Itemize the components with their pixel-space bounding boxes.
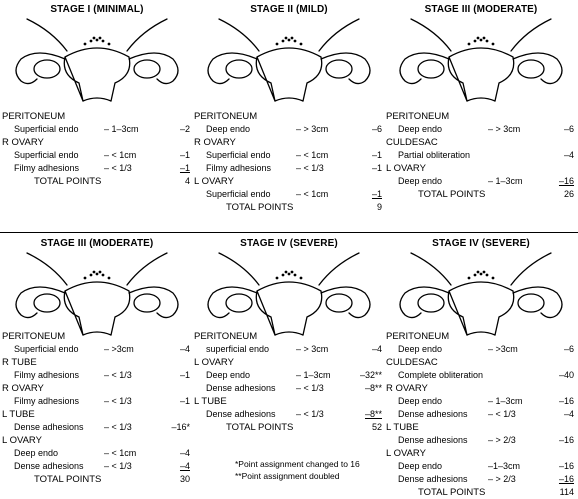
uterus [448,48,513,101]
finding-label: Complete obliteration [398,370,484,380]
finding-label: Deep endo [398,461,443,471]
total-points: 4 [184,176,190,186]
finding-extent: – > 2/3 [488,435,516,445]
site-heading: L TUBE [386,422,419,433]
site-heading: R OVARY [2,383,44,394]
pelvis-illustration [7,17,187,103]
finding-label: Dense adhesions [398,435,468,445]
finding-extent: – < 1cm [104,448,137,458]
right-ligament [511,253,551,285]
finding-extent: – < 1cm [296,189,329,199]
implant-dot [285,271,288,274]
left-fallopian-tube [400,53,449,84]
finding-points: –8** [364,383,382,393]
finding-points: –40 [558,370,574,380]
finding-label: Deep endo [14,448,59,458]
finding-points: –1 [179,370,190,380]
pelvis-illustration [199,251,379,337]
implant-dot [483,37,486,40]
implant-dot [96,273,99,276]
finding-label: Dense adhesions [398,409,468,419]
left-ligament [219,253,259,285]
finding-extent: – < 1/3 [104,422,132,432]
finding-extent: – >3cm [488,344,518,354]
right-ovary [326,60,352,78]
implant-dot [477,37,480,40]
total-points: 9 [376,202,382,212]
right-fallopian-tube [513,53,562,84]
panel-title: STAGE I (MINIMAL) [50,4,144,15]
finding-extent: – 1–3cm [488,396,523,406]
site-heading: PERITONEUM [2,331,66,342]
site-heading: R OVARY [194,137,236,148]
finding-row [194,188,384,201]
implant-dot [468,43,471,46]
implant-dot [99,271,102,274]
finding-points: –6 [371,124,382,134]
implant-dot [291,37,294,40]
implant-dot [93,37,96,40]
right-fallopian-tube [321,53,370,84]
finding-points: –8** [364,409,382,419]
finding-extent: – < 1/3 [488,409,516,419]
right-ovary [134,60,160,78]
finding-row [386,408,576,421]
site-heading: L OVARY [386,448,426,459]
finding-label: Superficial endo [206,150,271,160]
site-heading: PERITONEUM [386,331,450,342]
site-heading: L TUBE [194,396,227,407]
site-heading: L TUBE [2,409,35,420]
site-heading: PERITONEUM [2,111,66,122]
finding-points: –1 [371,189,382,199]
implant-dot [282,274,285,277]
panel-title: STAGE IV (SEVERE) [240,238,338,249]
right-ovary [518,60,544,78]
footnotes [235,458,360,482]
finding-row [2,421,192,434]
finding-extent: – < 1/3 [104,370,132,380]
uterus [64,282,129,335]
finding-points: –6 [563,344,574,354]
finding-label: Filmy adhesions [206,163,272,173]
site-heading: L OVARY [2,435,42,446]
finding-row [386,343,576,356]
right-ovary [134,294,160,312]
finding-row [2,460,192,473]
implant-dot [282,40,285,43]
right-fallopian-tube [321,287,370,318]
site-heading: CULDESAC [386,137,438,148]
implant-dot [108,277,111,280]
culdesac [467,98,495,101]
finding-label: Deep endo [398,344,443,354]
site-heading: PERITONEUM [194,111,258,122]
implant-dot [480,39,483,42]
site-heading: CULDESAC [386,357,438,368]
right-ovary [326,294,352,312]
finding-points: –4 [563,409,574,419]
total-row [2,473,192,486]
finding-label: Superficial endo [14,124,79,134]
finding-points: –1 [179,163,190,173]
finding-points: –32** [359,370,382,380]
finding-row [194,408,384,421]
finding-label: Superficial endo [14,150,79,160]
finding-points: –4 [179,344,190,354]
finding-points: –1 [179,150,190,160]
site-heading: R TUBE [2,357,37,368]
site-heading: R OVARY [386,383,428,394]
total-row [386,188,576,201]
site-heading: L OVARY [386,163,426,174]
implant-dot [294,40,297,43]
right-ligament [319,253,359,285]
row-divider [0,232,578,233]
implant-dot [480,273,483,276]
culdesac [83,98,111,101]
total-label: TOTAL POINTS [34,474,102,485]
implant-dot [492,277,495,280]
finding-label: Deep endo [398,124,443,134]
implant-dot [102,274,105,277]
implant-dot [492,43,495,46]
finding-extent: – < 1/3 [104,396,132,406]
implant-dot [300,277,303,280]
finding-extent: – 1–3cm [296,370,331,380]
total-points: 26 [563,189,574,199]
scoring-rows [2,330,192,486]
implant-dot [483,271,486,274]
finding-row [386,473,576,486]
right-ligament [319,19,359,51]
implant-dot [294,274,297,277]
implant-dot [90,40,93,43]
finding-extent: – 1–3cm [104,124,139,134]
finding-points: –16 [558,474,574,484]
finding-points: –16 [558,176,574,186]
total-label: TOTAL POINTS [418,487,486,498]
finding-label: Deep endo [398,176,443,186]
implant-dot [300,43,303,46]
finding-points: –1 [179,396,190,406]
implant-dot [486,40,489,43]
left-ligament [27,253,67,285]
finding-extent: – < 1/3 [104,163,132,173]
total-points: 30 [179,474,190,484]
implant-dot [84,43,87,46]
finding-extent: – < 1cm [104,150,137,160]
finding-label: superficial endo [206,344,270,354]
implant-dot [96,39,99,42]
scoring-rows [386,110,576,201]
finding-label: Superficial endo [206,189,271,199]
implant-dot [102,40,105,43]
finding-row [386,149,576,162]
finding-row [386,123,576,136]
finding-row [2,149,192,162]
finding-row [386,460,576,473]
left-fallopian-tube [400,287,449,318]
finding-row [194,123,384,136]
finding-points: –1 [371,150,382,160]
finding-extent: – >3cm [104,344,134,354]
site-heading: R OVARY [2,137,44,148]
finding-row [194,343,384,356]
implant-dot [474,274,477,277]
scoring-rows [194,330,384,434]
finding-row [386,434,576,447]
total-points: 52 [371,422,382,432]
finding-label: Superficial endo [14,344,79,354]
footnote: **Point assignment doubled [235,471,340,481]
scoring-rows [2,110,192,188]
right-ligament [127,19,167,51]
finding-row [2,369,192,382]
finding-points: –16 [558,435,574,445]
total-label: TOTAL POINTS [226,202,294,213]
finding-points: –4 [563,150,574,160]
pelvis-illustration [391,251,571,337]
total-label: TOTAL POINTS [34,176,102,187]
finding-row [194,162,384,175]
finding-row [194,369,384,382]
finding-row [2,162,192,175]
finding-points: –16 [558,396,574,406]
finding-row [2,343,192,356]
implant-dot [288,273,291,276]
implant-dot [108,43,111,46]
finding-row [2,447,192,460]
finding-extent: – 1–3cm [488,176,523,186]
finding-row [386,175,576,188]
implant-dot [93,271,96,274]
finding-points: –2 [179,124,190,134]
total-label: TOTAL POINTS [418,189,486,200]
left-ligament [219,19,259,51]
right-fallopian-tube [513,287,562,318]
finding-label: Partial obliteration [398,150,471,160]
finding-points: –6 [563,124,574,134]
left-fallopian-tube [16,287,65,318]
finding-label: Dense adhesions [14,422,84,432]
finding-row [386,369,576,382]
finding-extent: – > 3cm [296,344,329,354]
finding-extent: – > 3cm [296,124,329,134]
finding-label: Deep endo [206,124,251,134]
implant-dot [468,277,471,280]
finding-label: Dense adhesions [206,409,276,419]
uterus [448,282,513,335]
implant-dot [477,271,480,274]
pelvis-illustration [391,17,571,103]
implant-dot [99,37,102,40]
uterus [256,48,321,101]
right-ligament [511,19,551,51]
finding-points: –4 [371,344,382,354]
implant-dot [288,39,291,42]
left-fallopian-tube [16,53,65,84]
finding-row [194,382,384,395]
site-heading: L OVARY [194,357,234,368]
panel-title: STAGE II (MILD) [250,4,328,15]
implant-dot [90,274,93,277]
pelvis-illustration [7,251,187,337]
finding-label: Dense adhesions [398,474,468,484]
finding-label: Filmy adhesions [14,163,80,173]
finding-extent: –1–3cm [488,461,521,471]
right-ovary [518,294,544,312]
finding-row [194,149,384,162]
finding-points: –4 [179,448,190,458]
implant-dot [285,37,288,40]
left-ovary [418,294,444,312]
finding-points: –16 [558,461,574,471]
finding-row [2,123,192,136]
finding-label: Filmy adhesions [14,396,80,406]
panel-title: STAGE IV (SEVERE) [432,238,530,249]
scoring-rows [386,330,576,499]
finding-label: Dense adhesions [14,461,84,471]
site-heading: PERITONEUM [194,331,258,342]
finding-extent: – < 1/3 [296,409,324,419]
site-heading: L OVARY [194,176,234,187]
footnote: *Point assignment changed to 16 [235,459,360,469]
left-ovary [34,60,60,78]
left-ovary [34,294,60,312]
total-row [386,486,576,499]
implant-dot [486,274,489,277]
finding-extent: – < 1/3 [296,163,324,173]
uterus [64,48,129,101]
left-ovary [226,294,252,312]
right-ligament [127,253,167,285]
scoring-rows [194,110,384,214]
pelvis-illustration [199,17,379,103]
implant-dot [276,277,279,280]
finding-extent: – < 1/3 [104,461,132,471]
left-ligament [411,253,451,285]
culdesac [275,98,303,101]
finding-label: Filmy adhesions [14,370,80,380]
total-row [194,201,384,214]
finding-extent: – > 2/3 [488,474,516,484]
total-label: TOTAL POINTS [226,422,294,433]
finding-label: Dense adhesions [206,383,276,393]
finding-extent: – < 1cm [296,150,329,160]
left-fallopian-tube [208,287,257,318]
finding-points: –4 [179,461,190,471]
left-ligament [411,19,451,51]
site-heading: PERITONEUM [386,111,450,122]
left-ovary [418,60,444,78]
finding-label: Deep endo [206,370,251,380]
right-fallopian-tube [129,287,178,318]
uterus [256,282,321,335]
left-ovary [226,60,252,78]
finding-extent: – < 1/3 [296,383,324,393]
finding-row [2,395,192,408]
left-ligament [27,19,67,51]
implant-dot [291,271,294,274]
finding-row [386,395,576,408]
left-fallopian-tube [208,53,257,84]
implant-dot [474,40,477,43]
finding-points: –16* [171,422,190,432]
finding-label: Deep endo [398,396,443,406]
total-row [2,175,192,188]
finding-extent: – > 3cm [488,124,521,134]
panel-title: STAGE III (MODERATE) [40,238,154,249]
total-points: 114 [559,487,574,497]
right-fallopian-tube [129,53,178,84]
finding-points: –1 [371,163,382,173]
panel-title: STAGE III (MODERATE) [424,4,538,15]
implant-dot [276,43,279,46]
implant-dot [84,277,87,280]
total-row [194,421,384,434]
